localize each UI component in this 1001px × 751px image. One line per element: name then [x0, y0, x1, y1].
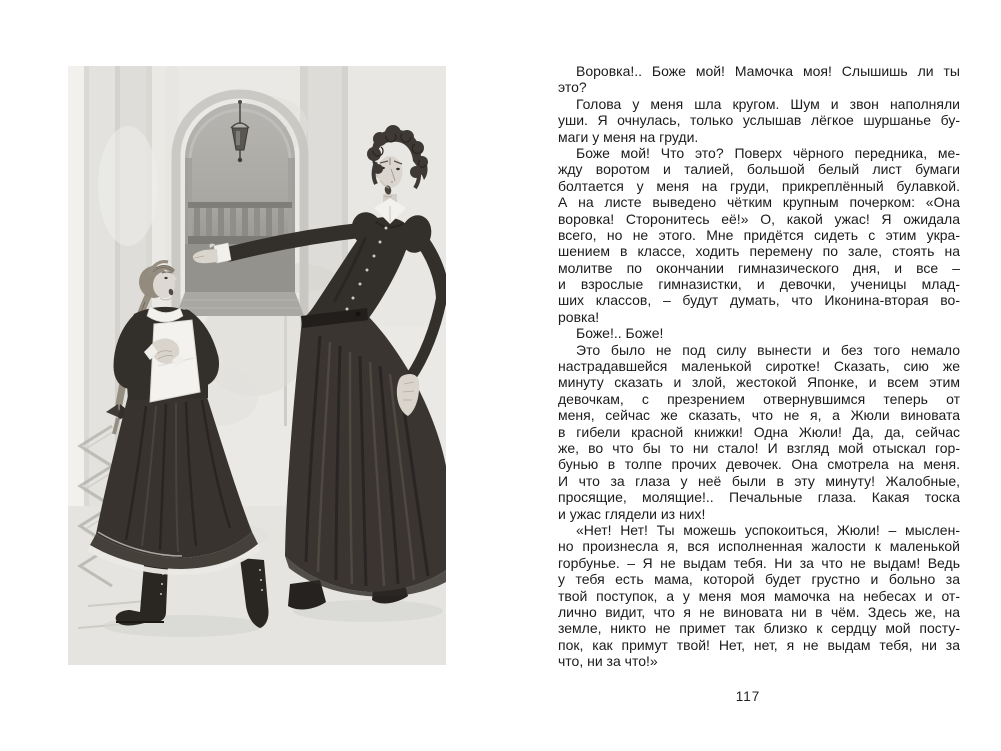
- text-line: бунью в толпе прочих девочек. Она смотрела на меня.: [558, 456, 960, 473]
- text-line: и ужас глядели из них!: [558, 505, 706, 522]
- text-line: Боже мой! Что это? Поверх чёрного передника, ме-: [576, 144, 960, 161]
- text-line: настрадавшейся маленькой сиротке! Сказать, сию же: [558, 358, 960, 375]
- text-line: жду воротом и талией, большой белый лист бумаги: [558, 161, 960, 178]
- text-line: но произнесла я, вся исполненная жалости к маленькой: [558, 538, 960, 555]
- text-line: А на листе выведено чётким крупным почерком: «Она: [558, 194, 960, 211]
- text-line: же, во что бы то ни стало! И взгляд мой отыскал гор-: [558, 439, 960, 456]
- text-line: пок, как примут твой! Нет, нет, я не выдам тебя, ни за: [558, 636, 960, 653]
- text-line: молитве по окончании гимназического дня, и все –: [558, 259, 960, 276]
- text-line: горбунье. – Я не выдам тебя. Ни за что не выдам! Ведь: [558, 554, 960, 571]
- page-number: 117: [735, 689, 761, 704]
- text-line: в гибели красной книжки! Одна Жюли! Да, да, сейчас: [558, 423, 960, 440]
- text-line: меня, сейчас же сказать, что не я, а Жюли виновата: [558, 407, 960, 424]
- text-line: и взрослые гимназистки, и девочки, ученицы млад-: [558, 276, 960, 293]
- text-line: воровка! Сторонитесь её!» О, какой ужас! Я ожидала: [558, 210, 960, 227]
- page-illustration: [68, 66, 446, 665]
- text-line: что, ни за что!»: [558, 653, 658, 670]
- text-line: Голова у меня шла кругом. Шум и звон наполняли: [576, 95, 960, 112]
- text-line: ших классов, – будут думать, что Иконина-вторая во-: [558, 292, 960, 309]
- text-line: ровка!: [558, 308, 600, 325]
- text-line: Это было не под силу вынести и без того немало: [576, 341, 960, 358]
- text-line: маги у меня на груди.: [558, 128, 699, 145]
- text-line: Воровка!.. Боже мой! Мамочка моя! Слышишь ли ты: [576, 63, 960, 79]
- text-line: земле, никто не примет так близко к сердцу мой посту-: [558, 620, 960, 637]
- text-line: И что за глаза у неё были в эту минуту! Жалобные,: [558, 472, 960, 489]
- arched-doorway: [176, 94, 304, 318]
- text-line: всего, но не этого. Мне придётся сидеть с этим укра-: [558, 226, 960, 243]
- text-line: просящие, молящие!.. Печальные глаза. Какая тоска: [558, 489, 960, 506]
- text-line: девочкам, с презрением отвернувшимся теперь от: [558, 390, 960, 407]
- text-line: твой поступок, а у меня моя мамочка на небесах и от-: [558, 587, 960, 604]
- text-line: болтается у меня на груди, прикреплённый булавкой.: [558, 177, 960, 194]
- text-line: Боже!.. Боже!: [576, 325, 664, 342]
- illustration-svg: [68, 66, 446, 665]
- body-text: [558, 63, 960, 669]
- text-line: это?: [558, 79, 587, 96]
- text-line: шением в классе, ходить перемену по зале, стоять на: [558, 243, 960, 260]
- text-line: лично видит, что я не виновата ни в чём. Здесь же, на: [558, 603, 960, 620]
- text-line: уши. Я очнулась, только услышав лёгкое шуршанье бу-: [558, 112, 960, 129]
- text-line: у тебя есть мама, которой будет грустно и больно за: [558, 571, 960, 588]
- text-line: «Нет! Нет! Ты можешь успокоиться, Жюли! – мыслен-: [576, 521, 960, 538]
- text-line: минуту сказать и злой, жестокой Японке, и всем этим: [558, 374, 960, 391]
